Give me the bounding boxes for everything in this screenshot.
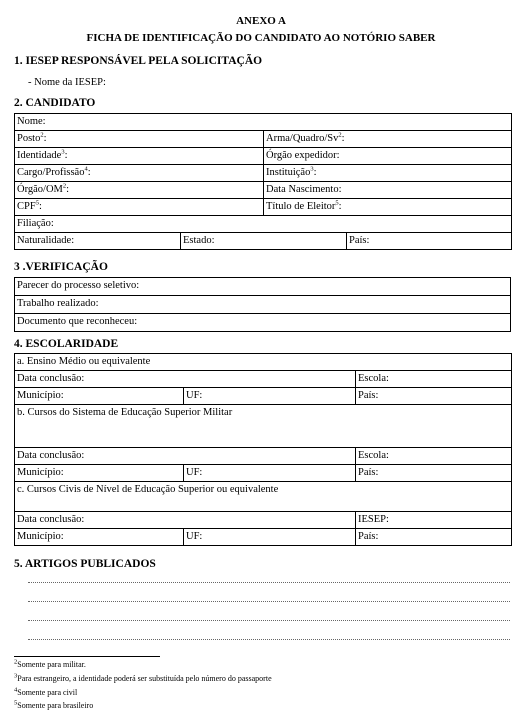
subsection-b[interactable]: b. Cursos do Sistema de Educação Superior Militar [15, 405, 512, 448]
field-instituicao[interactable]: Instituição$^3$: [264, 165, 512, 182]
iesep-name-field[interactable]: - Nome da IESEP: [28, 77, 106, 88]
field-orgao-om[interactable]: Órgão/$OM^2$: [15, 182, 264, 199]
section-3-title: 3 .VERIFICAÇÃO [14, 261, 108, 273]
field-documento[interactable]: Documento que reconheceu: [15, 314, 511, 332]
field-a-uf[interactable]: UF: [184, 388, 356, 405]
field-b-uf[interactable]: UF: [184, 465, 356, 482]
footnote-3: $^3$Para estrangeiro, a identidade poderá ser substituída pelo número do passaporte [14, 672, 272, 683]
section-5-title: 5. ARTIGOS PUBLICADOS [14, 558, 156, 570]
education-table [14, 353, 512, 546]
field-posto[interactable]: Posto$^2$: [15, 131, 264, 148]
field-parecer[interactable]: Parecer do processo seletivo: [15, 278, 511, 296]
footnote-5: $^5$Somente para brasileiro [14, 699, 94, 710]
subsection-a: a. Ensino Médio ou equivalente [15, 354, 512, 371]
field-identidade[interactable]: Identidade$^3$: [15, 148, 264, 165]
section-1-title: 1. IESEP RESPONSÁVEL PELA SOLICITAÇÃO [14, 55, 263, 67]
field-data-nascimento[interactable]: Data Nascimento: [264, 182, 512, 199]
articles-line-2[interactable] [28, 601, 510, 602]
candidate-table [14, 113, 512, 250]
field-naturalidade[interactable]: Naturalidade: [15, 233, 181, 250]
section-4-title: 4. ESCOLARIDADE [14, 338, 119, 350]
field-b-escola[interactable]: Escola: [356, 448, 512, 465]
section-2-title: 2. CANDIDATO [14, 97, 96, 109]
field-b-data-conclusao[interactable]: Data conclusão: [15, 448, 356, 465]
field-a-municipio[interactable]: Município: [15, 388, 184, 405]
field-b-pais[interactable]: País: [356, 465, 512, 482]
field-c-iesep[interactable]: IESEP: [356, 512, 512, 529]
field-estado[interactable]: Estado: [181, 233, 347, 250]
verification-table [14, 277, 511, 332]
field-titulo-eleitor[interactable]: Título de Eleitor$^5$: [264, 199, 512, 216]
field-c-data-conclusao[interactable]: Data conclusão: [15, 512, 356, 529]
subsection-c[interactable]: c. Cursos Civis de Nível de Educação Superior ou equivalente [15, 482, 512, 512]
field-pais[interactable]: País: [347, 233, 512, 250]
footnote-2: $^2$Somente para militar. [14, 658, 86, 669]
articles-line-3[interactable] [28, 620, 510, 621]
field-a-pais[interactable]: País: [356, 388, 512, 405]
field-trabalho[interactable]: Trabalho realizado: [15, 296, 511, 314]
field-a-escola[interactable]: Escola: [356, 371, 512, 388]
field-a-data-conclusao[interactable]: Data conclusão: [15, 371, 356, 388]
articles-line-1[interactable] [28, 582, 510, 583]
field-nome[interactable]: Nome: [15, 114, 512, 131]
footnote-4: $^4$Somente para civil [14, 686, 78, 697]
field-cpf[interactable]: CPF$^5$: [15, 199, 264, 216]
field-arma-quadro[interactable]: Arma/Quadro/Sv$^2$: [264, 131, 512, 148]
annex-label: ANEXO A [236, 15, 286, 27]
field-c-municipio[interactable]: Município: [15, 529, 184, 546]
footnote-divider [14, 656, 160, 657]
field-b-municipio[interactable]: Município: [15, 465, 184, 482]
field-c-pais[interactable]: País: [356, 529, 512, 546]
field-orgao-expedidor[interactable]: Órgão expedidor: [264, 148, 512, 165]
field-c-uf[interactable]: UF: [184, 529, 356, 546]
form-title: FICHA DE IDENTIFICAÇÃO DO CANDIDATO AO NOTÓRIO SABER [86, 32, 436, 44]
articles-line-4[interactable] [28, 639, 510, 640]
field-filiacao[interactable]: Filiação: [15, 216, 512, 233]
field-cargo-profissao[interactable]: Cargo/Profissão$^4$: [15, 165, 264, 182]
